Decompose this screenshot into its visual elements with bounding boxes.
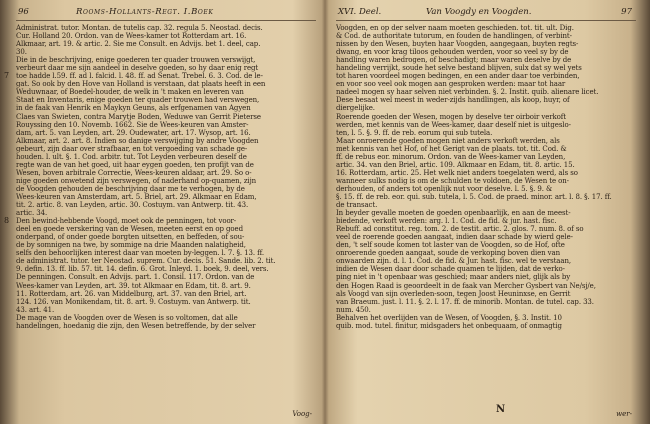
text-line: met kennis van het Hof, of het Gerigt van de plaats. tot. tit. Cod. & [336,144,567,153]
text-line: onroerende goeden aangaat, soude de verkoping boven dien van [336,249,561,258]
text-line: Weduwnaar, of Boedel-houder, de welk in 't maken en leveren van [16,88,244,97]
text-line: handelingen, hoedanig die zijn, den Wesen betreffende, by der selver [16,321,256,330]
text-line: Behalven het overlijden van de Wesen, of Voogden, §. 3. Instit. 10 [336,313,562,322]
text-line: num. 450. [336,305,371,314]
text-line: onderpand, of onder goede borgten uitsetten, en beffeden, of sou- [16,233,245,242]
text-line: onwaarden zijn. d. l. 1. Cod. de fid. & Jur. hast. fisc. wel te verstaan, [336,257,571,266]
text-line: nissen by den Wesen, buyten haar Voogden, aangegaan, buyten regts- [336,40,579,49]
text-line: Alkmaar, art. 2. art. 8. Indien so danige verswijging by andre Voogden [16,136,259,145]
text-line: de transact. [336,201,378,210]
signature-mark: N [496,404,506,415]
text-line: Dese besaat wel meest in weder-zijds handlingen, als koop, huyr, of [336,96,570,105]
text-line: toe hadde l.59. ff. ad l. falcid. l. 48. ff. ad Senat. Trebel. 6. 3. Cod. de le- [16,72,263,81]
right-page [336,6,636,418]
text-line: houden. l. ult. §. 1. Cod. arbitr. tut. Tot Leyden verbeuren deself de [16,152,247,161]
left-page [4,6,316,418]
text-line: Roerende goeden der Wesen, mogen by deselve ter oirboir verkoft [336,112,566,121]
text-line: Wesen, boven arbitrale Correctie, Wees-keuren aldaar, art. 29. So o- [16,168,252,177]
text-line: den, 't self soude komen tot laster van de Voogden, so de Hof, ofte [336,241,565,250]
text-line: diergelijke. [336,104,375,113]
text-line: §. 15. ff. de reb. eor. qui. sub. tutela, l. 5. Cod. de praed. minor. art. l. 8. §. 17. ff. [336,192,612,201]
text-line: in de faak van Henrik en Maykyn Geuns, als erfgenamen van Agyen [16,104,251,113]
text-line: 9. defin. 13. ff. lib. 57. tit. 14. defin. 6. Grot. Inleyd. 1. boek, 9. deel, vers. [16,265,269,274]
text-line: de administrat. tutor. ter Neostad. suprem. Cur. decis. 51. Sande. lib. 2. tit. [16,257,276,266]
text-line: artic. 34. van den Briel, artic. 109. Alkmaar en Edam, tit. 8. artic. 15. [336,160,575,169]
text-line: werden, met kennis van de Wees-kamer, daar deself niet is uitgeslo- [336,120,571,129]
text-line: dam, art. 5. van Leyden, art. 29. Oudewater, art. 17. Wysop, art. 16. [16,128,251,137]
text-line: den Hogen Raad is geoordeelt in de faak van Mercher Gysbert van Ne/sj/e, [336,281,596,290]
text-line: In beyder gevalle moeten de goeden openbaarlijk, en aan de meest- [336,209,571,218]
text-line: de Voogden gehouden de beschrijving daar me te verhogen, by de [16,184,245,193]
left-running-title: Rooms-Hollants-Regt. I.Boek [76,7,214,17]
text-line: Administrat. tutor. Montan. de tutelis cap. 32. regula 5. Neostad. decis. [16,24,263,32]
text-line: deel en goede verskering van de Wesen, meeten eerst en op goed [16,225,243,234]
text-line: Maar onroerende goeden mogen niet anders verkoft werden, als [336,136,560,145]
right-page-number: 97 [621,7,632,17]
text-line: Alkmaar, art. 19. & artic. 2. Sie me Consult. en Advijs. bet 1. deel, cap. [16,40,261,49]
text-line: quib. mod. tutel. finitur, midsgaders het onbequaam, of onmagtig [336,321,562,330]
text-line: dwang, en voor krag tiloos gehouden werden, voor so veel sy by de [336,48,569,57]
text-line: Voogden, en op der selver naam moeten geschieden. tot. tit. ult. Dig. [336,24,574,32]
text-line: tot haren voordeel mogen bedingen, en een ander daar toe verbinden, [336,72,580,81]
text-line: van Braeum. just. l. 11. §. 2. l. 17. ff. de minorib. Montan. de tutel. cap. 33. [336,297,594,306]
text-line: Die in de beschrijving, enige goederen ter quader trouwen verswijgt, [16,56,256,65]
text-line: ten, l. 5. §. 9. ff. de reb. eorum qui sub tutela. [336,128,493,137]
text-line: Claes van Swieten, contra Marytje Boden, Weduwe van Gerrit Pieterse [16,112,261,121]
text-line: biedende, verkoft werden: arg. l. 1. Cod. de fid. & jur. hast. fisc. [336,217,557,226]
text-line: 43. art. 41. [16,305,55,314]
text-line: Staat en Inventaris, enige goeden ter quader trouwen had verswegen, [16,96,260,105]
text-line: Rebuff. ad constitut. reg. tom. 2. de testit. artic. 2. glos. 7. num. 8. of so [336,225,584,234]
right-page-header [336,6,636,21]
right-catchword: wer- [616,410,632,418]
left-catchword: Voog- [292,410,312,418]
text-line: veel de roerende goeden aangaat, indien daar schade by wierd gele- [336,233,573,242]
text-line: Den bewind-hebbende Voogd, moet ook de penningen, tot voor- [16,217,237,226]
text-line: selfs den behoorlijken interest daar van moeten by-leggen. l. 7. §. 13. ff. [16,249,264,258]
text-line: tit. 2. artic. 8. van Leyden, artic. 30. Costuym. van Antwerp. tit. 43. [16,201,249,210]
margin-number: 7 [4,71,10,80]
text-line: derhouden, of anders tot openlijk nut voor deselve. l. 5. §. 9. & [336,184,553,193]
text-line: Wees-keuren van Amsterdam, art. 5. Briel, art. 29. Alkmaar en Edam, [16,192,257,201]
text-line: handling waren bedrogen, of beschadigt; maar waren deselve by de [336,56,572,65]
text-line: verbeurt daar me sijn aandeel in deselve goeden, so hy daar enig regt [16,64,259,73]
left-page-body [16,24,316,330]
text-line: wanneer sulks nodig is om de schulden te voldoen, de Wesen te on- [336,176,569,185]
text-line: nige goeden onwetend zijn verswegen, of naderhand op-quamen, zijn [16,176,257,185]
right-section-label: XVI. Deel. [338,7,382,17]
text-line: 16. Rotterdam, artic. 25. Het welk niet anders toegelaten werd, als so [336,168,578,177]
text-line: 30. [16,48,27,57]
text-line: Rouyssing den 10. Novemb. 1662. Sie de Wees-keuren van Amster- [16,120,249,129]
text-line: handeling verrijkt, soude het selve bestand blijven, sulx dat sy wel yets [336,64,582,73]
text-line: en voor soo veel ook mogen aan gesproken werden: maar tot haar [336,80,566,89]
text-line: gat. So ook by den Hove van Holland is verstaan, dat plaats heeft in een [16,80,266,89]
text-line: nadeel mogen sy haar selven niet verbinden. §. 2. Instit. quib. alienare licet. [336,88,599,97]
text-line: als Voogd van sijn overleden-soon, tegen Joost Heuninxse, en Gerrit [336,289,571,298]
text-line: De penningen. Consult. en Advijs. part. 1. Consil. 117. Ordon. van de [16,273,255,282]
text-line: ping niet in 't openbaar was geschied; maar anders niet, glijk als by [336,273,571,282]
text-line: Wees-kamer van Leyden, art. 39. tot Alkmaar en Edam, tit. 8. art. 9. [16,281,251,290]
text-line: ff. de rebus eor. minorum. Ordon. van de Wees-kamer van Leyden, [336,152,566,161]
text-line: regte wan de van het goed, uit haar eygen goeden, ten profijt van de [16,160,254,169]
text-line: gebeurt, zijn daar over strafbaar, en tot vergoeding van schade ge- [16,144,248,153]
margin-number: 8 [4,216,10,225]
text-line: De mage van de Voogden over de Wesen is so voltomen, dat alle [16,313,238,322]
text-line: 11. Rotterdam, art. 26. van Middelburg, art. 37. van den Briel, art. [16,289,247,298]
right-page-body [336,24,636,330]
text-line: 124. 126. van Monikendam, tit. 8. art. 9. Costuym. van Antwerp. tit. [16,297,251,306]
text-line: Cur. Holland 20. Ordon. van de Wees-kamer tot Rotterdam art. 16. [16,32,247,41]
text-line: indien de Wesen daar door schade quamen te lijden, dat de verko- [336,265,565,274]
text-line: de by somnigen na twe, by sommige na drie Maanden nalatigheid, [16,241,246,250]
text-line: artic. 34. [16,209,48,218]
left-page-header [16,6,316,21]
text-line: & Cod. de authoritate tutorum, en fouden de handlingen, of verbint- [336,32,572,41]
left-page-number: 96 [18,7,29,17]
right-running-title: Van Voogdy en Voogden. [426,7,532,17]
